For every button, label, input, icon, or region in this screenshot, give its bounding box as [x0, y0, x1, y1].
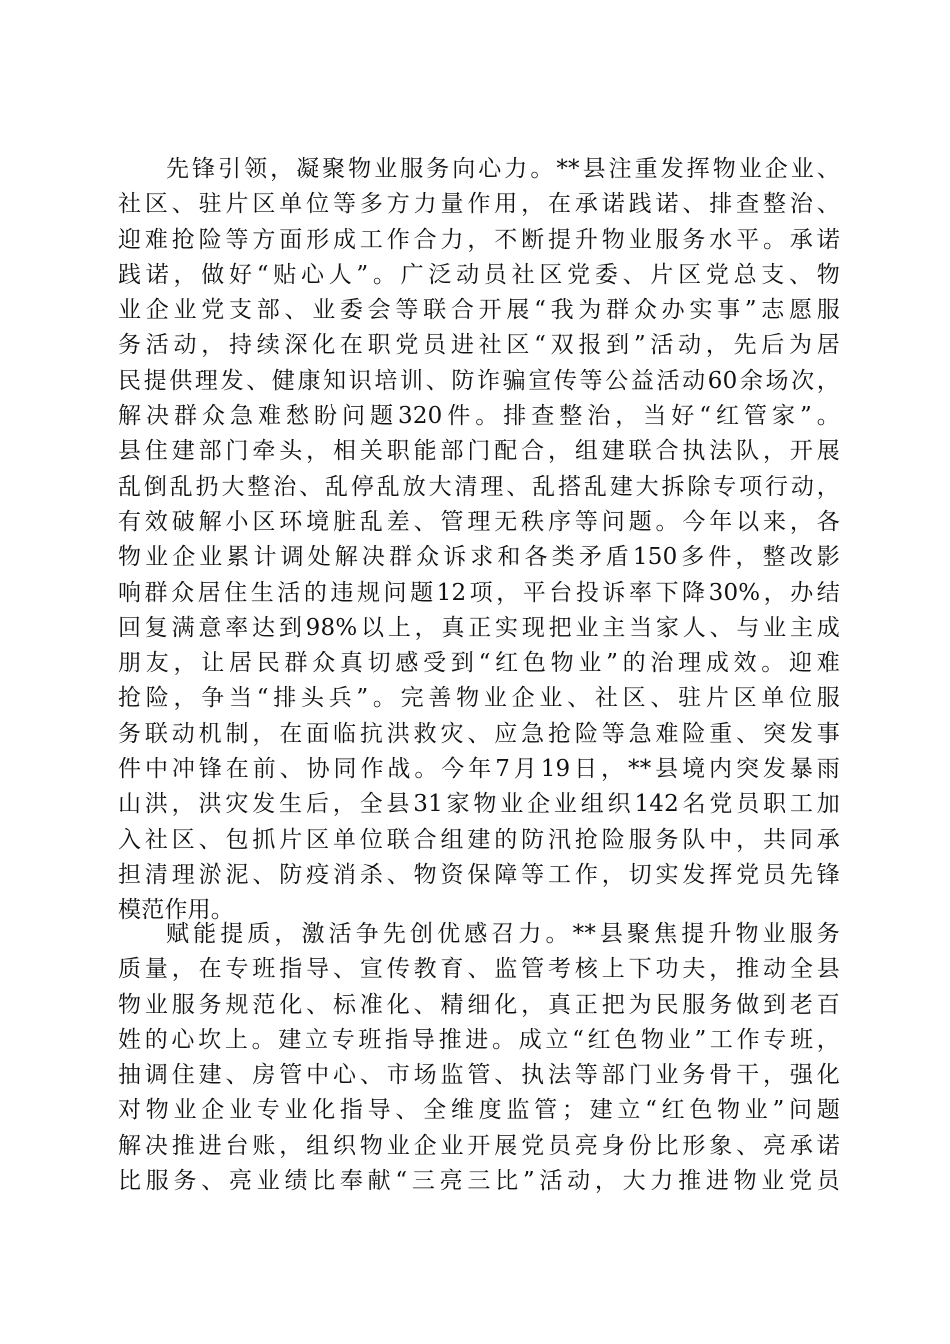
text-line: 业企业党支部、业委会等联合开展“我为群众办实事”志愿服 [118, 297, 840, 324]
text-line: 乱倒乱扔大整治、乱停乱放大清理、乱搭乱建大拆除专项行动， [118, 473, 840, 500]
text-line: 践诺，做好“贴心人”。广泛动员社区党委、片区党总支、物 [118, 261, 840, 288]
text-line: 山洪，洪灾发生后，全县31家物业企业组织142名党员职工加 [118, 791, 840, 818]
paragraph-text [118, 917, 840, 1199]
text-line: 先锋引领，凝聚物业服务向心力。**县注重发挥物业企业、 [166, 156, 840, 182]
text-line: 务活动，持续深化在职党员进社区“双报到”活动，先后为居 [118, 332, 840, 359]
body-paragraph-2 [118, 917, 840, 1199]
text-line: 对物业企业专业化指导、全维度监管；建立“红色物业”问题 [118, 1097, 840, 1124]
text-line: 质量，在专班指导、宣传教育、监管考核上下功夫，推动全县 [118, 956, 840, 983]
text-line: 响群众居住生活的违规问题12项，平台投诉率下降30%，办结 [118, 579, 840, 606]
text-line: 回复满意率达到98%以上，真正实现把业主当家人、与业主成 [118, 614, 840, 641]
text-line: 件中冲锋在前、协同作战。今年7月19日，**县境内突发暴雨 [118, 756, 840, 783]
text-line: 物业企业累计调处解决群众诉求和各类矛盾150多件，整改影 [118, 544, 840, 571]
text-line: 姓的心坎上。建立专班指导推进。成立“红色物业”工作专班， [118, 1026, 840, 1053]
text-line: 务联动机制，在面临抗洪救灾、应急抢险等急难险重、突发事 [118, 720, 840, 747]
text-line: 抽调住建、房管中心、市场监管、执法等部门业务骨干，强化 [118, 1062, 840, 1089]
text-line: 民提供理发、健康知识培训、防诈骗宣传等公益活动60余场次， [118, 367, 840, 394]
text-line: 比服务、亮业绩比奉献“三亮三比”活动，大力推进物业党员 [118, 1168, 840, 1195]
body-paragraph-1 [118, 152, 840, 929]
text-line: 迎难抢险等方面形成工作合力，不断提升物业服务水平。承诺 [118, 226, 840, 253]
paragraph-text [118, 152, 840, 929]
text-line: 担清理淤泥、防疫消杀、物资保障等工作，切实发挥党员先锋 [118, 861, 840, 888]
text-line: 有效破解小区环境脏乱差、管理无秩序等问题。今年以来，各 [118, 508, 840, 535]
text-line: 县住建部门牵头，相关职能部门配合，组建联合执法队，开展 [118, 438, 840, 465]
text-line: 入社区、包抓片区单位联合组建的防汛抢险服务队中，共同承 [118, 826, 840, 853]
text-line: 模范作用。 [118, 897, 234, 924]
text-line: 物业服务规范化、标准化、精细化，真正把为民服务做到老百 [118, 991, 840, 1018]
text-line: 赋能提质，激活争先创优感召力。**县聚焦提升物业服务 [166, 921, 840, 947]
text-line: 抢险，争当“排头兵”。完善物业企业、社区、驻片区单位服 [118, 685, 840, 712]
text-line: 解决推进台账，组织物业企业开展党员亮身份比形象、亮承诺 [118, 1132, 840, 1159]
text-line: 解决群众急难愁盼问题320件。排查整治，当好“红管家”。 [118, 403, 840, 430]
text-line: 社区、驻片区单位等多方力量作用，在承诺践诺、排查整治、 [118, 191, 840, 218]
text-line: 朋友，让居民群众真切感受到“红色物业”的治理成效。迎难 [118, 650, 840, 677]
